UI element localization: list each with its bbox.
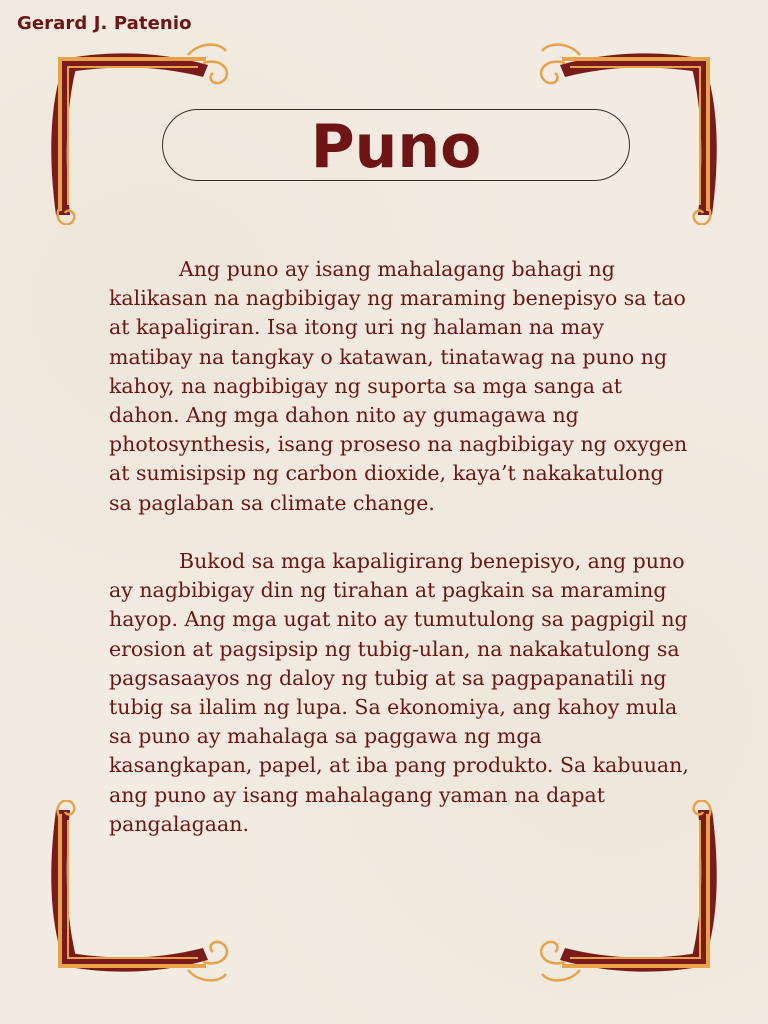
title-frame [162,109,630,181]
paragraph-2: Bukod sa mga kapaligirang benepisyo, ang puno ay nagbibigay din ng tirahan at pagkain sa maraming hayop. Ang mga ugat nito ay tumutulong sa pagpigil ng erosion at pagsipsip ng tubig-ulan, na nakakatulong sa pagsasaayos ng daloy ng tubig at sa pagpapanatili ng tubig sa ilalim ng lupa. Sa ekonomiya, ang kahoy mula sa puno ay mahalaga sa paggawa ng mga kasangkapan, papel, at iba pang produkto. Sa kabuuan, ang puno ay isang mahalagang yaman na dapat pangalagaan. [109,549,689,836]
page-title: Puno [310,112,482,182]
essay-body [109,255,689,868]
author-name: Gerard J. Patenio [17,13,192,34]
paragraph-1: Ang puno ay isang mahalagang bahagi ng kalikasan na nagbibigay ng maraming benepisyo sa tao at kapaligiran. Isa itong uri ng halaman na may matibay na tangkay o katawan, tinatawag na puno ng kahoy, na nagbibigay ng suporta sa mga sanga at dahon. Ang mga dahon nito ay gumagawa ng photosynthesis, isang proseso na nagbibigay ng oxygen at sumisipsip ng carbon dioxide, kaya’t nakakatulong sa paglaban sa climate change. [109,257,688,515]
